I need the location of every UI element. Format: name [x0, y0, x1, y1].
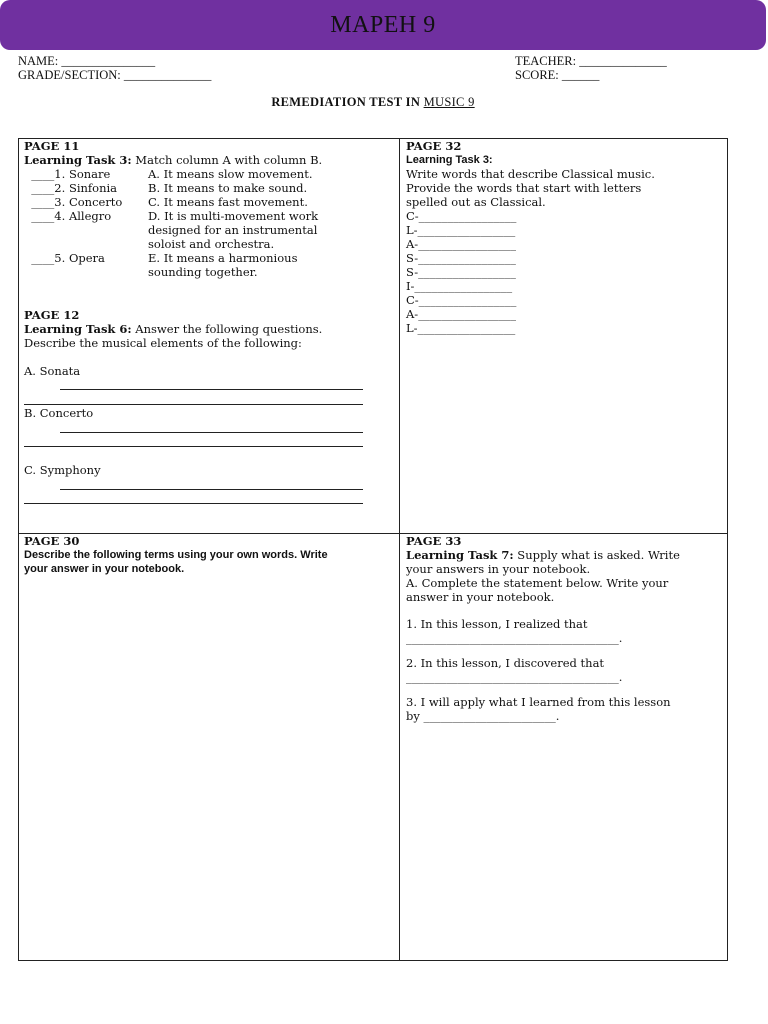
page-label: PAGE 30: [24, 534, 80, 548]
match-item-a: ____1. Sonare: [24, 167, 111, 181]
match-item-b: C. It means fast movement.: [148, 195, 308, 209]
page-label: PAGE 11: [24, 139, 80, 153]
teacher-field: TEACHER: ______________: [515, 54, 667, 68]
cell-page-11: [24, 139, 394, 279]
task-line: [24, 322, 394, 336]
acrostic-list: [406, 209, 724, 335]
part-a-instruction: A. Complete the statement below. Write your answer in your notebook.: [406, 576, 669, 604]
grid-vertical-divider: [399, 138, 400, 961]
answer-line: [24, 404, 363, 405]
page-label: PAGE 12: [24, 308, 80, 322]
acrostic-line: C-_________________: [406, 293, 517, 307]
task-text: Answer the following questions.: [131, 322, 323, 336]
item-symphony: C. Symphony: [24, 463, 101, 477]
acrostic-line: I-_________________: [406, 279, 513, 293]
answer-line: [24, 503, 363, 504]
match-item-b: D. It is multi-movement work designed for an instrumental soloist and orchestra.: [148, 209, 319, 251]
acrostic-line: L-_________________: [406, 223, 516, 237]
acrostic-line: S-_________________: [406, 251, 516, 265]
answer-line: [60, 389, 363, 390]
instruction: Describe the following terms using your own words. Write your answer in your notebook.: [24, 549, 328, 575]
statement-2: 2. In this lesson, I discovered that _____________________________________.: [406, 656, 623, 684]
banner-title: MAPEH 9: [330, 11, 436, 38]
instruction: Write words that describe Classical music. Provide the words that start with letters spelled out as Classical.: [406, 167, 655, 209]
score-field: SCORE: ______: [515, 68, 600, 82]
acrostic-line: A-_________________: [406, 307, 516, 321]
statement-3: 3. I will apply what I learned from this lesson by _______________________.: [406, 695, 671, 723]
test-title-subject: MUSIC 9: [423, 95, 475, 109]
matching-list: [24, 167, 394, 279]
acrostic-line: S-_________________: [406, 265, 516, 279]
item-concerto: B. Concerto: [24, 406, 94, 420]
statement-1: 1. In this lesson, I realized that _____________________________________.: [406, 617, 623, 645]
match-item-a: ____5. Opera: [24, 251, 105, 265]
item-sonata: A. Sonata: [24, 364, 81, 378]
cell-page-33: [406, 534, 724, 723]
acrostic-line: A-_________________: [406, 237, 516, 251]
match-item-b: A. It means slow movement.: [148, 167, 313, 181]
name-field: NAME: _______________: [18, 54, 156, 68]
task-label: Learning Task 6:: [24, 322, 132, 336]
cell-page-32: [406, 139, 724, 335]
answer-line: [24, 446, 363, 447]
answer-line: [60, 489, 363, 490]
title-banner: [0, 0, 766, 50]
match-item-b: B. It means to make sound.: [148, 181, 308, 195]
match-item-b: E. It means a harmonious sounding together.: [148, 251, 298, 279]
test-title-prefix: REMEDIATION TEST IN: [271, 95, 424, 109]
answer-line: [60, 432, 363, 433]
task-line: [406, 548, 724, 576]
match-item-a: ____2. Sinfonia: [24, 181, 118, 195]
instruction: Describe the musical elements of the following:: [24, 336, 302, 350]
grade-section-field: GRADE/SECTION: ______________: [18, 68, 212, 82]
task-text: Match column A with column B.: [131, 153, 323, 167]
acrostic-line: L-_________________: [406, 321, 516, 335]
cell-page-12: [24, 308, 394, 350]
match-item-a: ____3. Concerto: [24, 195, 123, 209]
task-label: Learning Task 3:: [406, 154, 493, 166]
page-label: PAGE 33: [406, 534, 462, 548]
test-title: [0, 95, 746, 110]
task-line: [24, 153, 394, 167]
page-label: PAGE 32: [406, 139, 462, 153]
match-item-a: ____4. Allegro: [24, 209, 112, 223]
task-label: Learning Task 7:: [406, 548, 514, 562]
task-label: Learning Task 3:: [24, 153, 132, 167]
acrostic-line: C-_________________: [406, 209, 517, 223]
cell-page-30: [24, 534, 394, 576]
task-text: Supply what is asked. Write your answers in your notebook.: [406, 548, 680, 576]
